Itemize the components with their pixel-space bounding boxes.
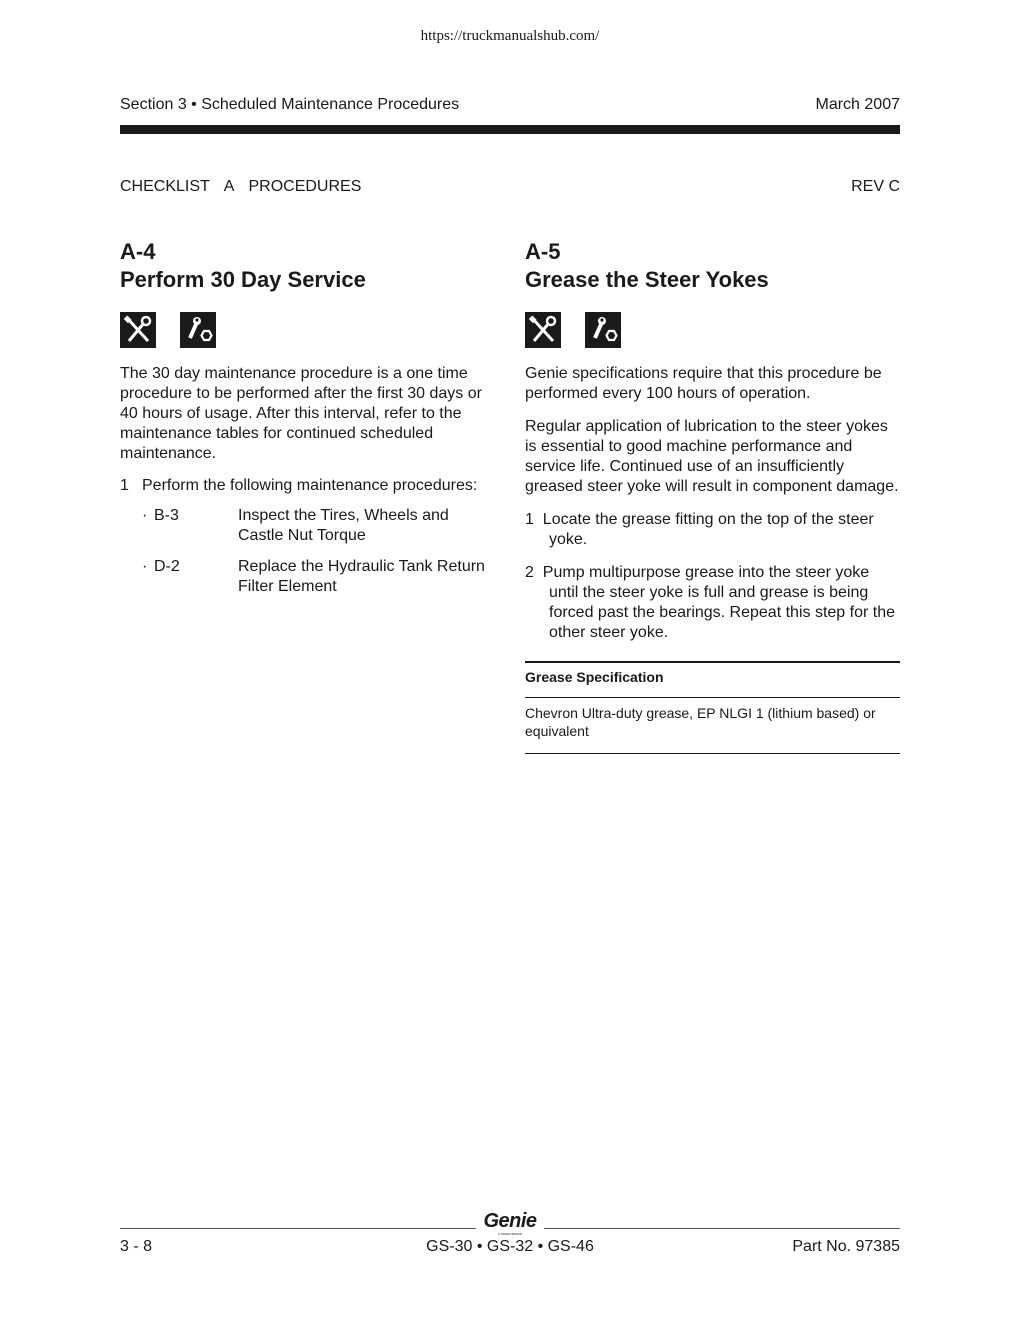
- procedure-number: A-4: [120, 239, 156, 264]
- bullet: ·: [142, 507, 148, 524]
- tools-icon: [525, 312, 561, 348]
- subitem-text: Inspect the Tires, Wheels and Castle Nut Torque: [238, 507, 449, 544]
- model-list: GS-30 • GS-32 • GS-46: [426, 1238, 594, 1255]
- header-rule: [120, 125, 900, 134]
- checklist-letter: A: [223, 178, 235, 195]
- wrench-nut-icon: [180, 312, 216, 348]
- procedure-a5: [525, 238, 900, 754]
- section-title: Section 3 • Scheduled Maintenance Procedures: [120, 96, 460, 113]
- checklist-word: CHECKLIST: [120, 178, 210, 195]
- spec-table: [525, 661, 900, 754]
- procedure-number: A-5: [525, 239, 561, 264]
- subitem-code: B-3: [154, 507, 179, 524]
- tools-icon: [120, 312, 156, 348]
- step-text: Pump multipurpose grease into the steer yoke until the steer yoke is full and grease is being forced past the bearings. Repeat this step for the other steer yoke.: [542, 564, 895, 641]
- procedure-step: [525, 510, 900, 550]
- subitem: [120, 557, 498, 597]
- subitem: [120, 506, 498, 546]
- genie-logo: [479, 1210, 541, 1236]
- step-number: 2: [525, 564, 534, 581]
- revision-label: REV C: [851, 178, 900, 195]
- spec-body: Chevron Ultra-duty grease, EP NLGI 1 (lithium based) or equivalent: [525, 698, 900, 754]
- bullet: ·: [142, 558, 148, 575]
- procedure-step: [525, 563, 900, 643]
- subitem-code: D-2: [154, 558, 180, 575]
- subitem-text: Replace the Hydraulic Tank Return Filter Element: [238, 558, 485, 595]
- procedure-icons: [120, 312, 498, 348]
- footer-rule: [120, 1228, 476, 1229]
- procedure-paragraph: Regular application of lubrication to the steer yokes is essential to good machine performance and service life. Continued use of an insufficiently greased steer yoke will result in component damage.: [525, 418, 899, 495]
- procedure-icons: [525, 312, 900, 348]
- page-number: 3 - 8: [120, 1238, 153, 1255]
- procedure-title: Grease the Steer Yokes: [525, 267, 769, 292]
- checklist-label: [120, 178, 375, 196]
- procedure-paragraph: Genie specifications require that this procedure be performed every 100 hours of operation.: [525, 365, 882, 402]
- step-text: Locate the grease fitting on the top of the steer yoke.: [542, 511, 874, 548]
- step-number: 1: [525, 511, 534, 528]
- spec-heading: Grease Specification: [525, 663, 900, 698]
- step-number: 1: [120, 477, 129, 494]
- footer-rule: [544, 1228, 900, 1229]
- procedure-intro: The 30 day maintenance procedure is a one time procedure to be performed after the first 30 days or 40 hours of usage. After this interval, refer to the maintenance tables for continued scheduled maintenance.: [120, 365, 482, 462]
- wrench-nut-icon: [585, 312, 621, 348]
- part-number: Part No. 97385: [792, 1238, 900, 1255]
- procedure-title: Perform 30 Day Service: [120, 267, 366, 292]
- header-date: March 2007: [815, 96, 900, 113]
- checklist-word: PROCEDURES: [248, 178, 362, 195]
- procedure-a4: [120, 238, 498, 597]
- logo-tagline: A TEREX BRAND: [498, 1232, 522, 1236]
- procedure-step: [120, 477, 498, 495]
- source-url[interactable]: https://truckmanualshub.com/: [420, 28, 600, 44]
- step-text: Perform the following maintenance procedures:: [142, 477, 478, 494]
- logo-wordmark: Genie: [483, 1210, 537, 1232]
